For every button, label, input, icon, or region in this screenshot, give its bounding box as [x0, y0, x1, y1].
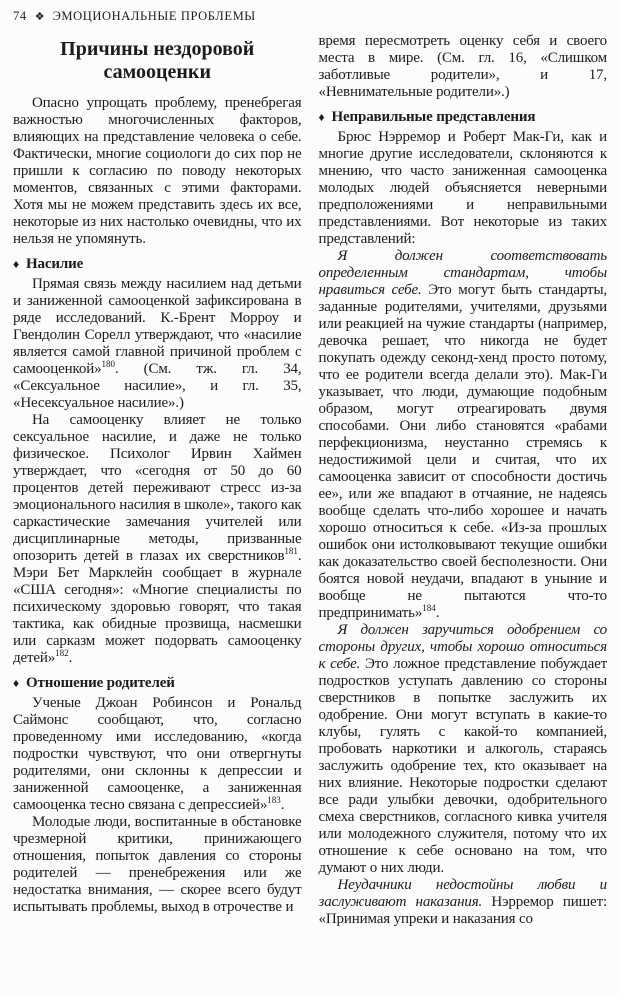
page-number: 74	[13, 9, 27, 23]
article-title	[13, 38, 302, 84]
text-run: Молодые люди, воспитанные в обстановке чрезмерной критики, принижающего отношения, попыток давления со стороны родителей — пренебрежения или же недостатка внимания, — скорее всего будут испытывать проблемы, выход в отрочестве и	[13, 814, 302, 915]
text-run: На самооценку влияет не только сексуальное насилие, и даже не только физическое. Психолог Ирвин Хаймен утверждает, что «сегодня от 50 до 60 процентов детей переживают стресс из-за эмоционального насилия в школе», такого как саркастические замечания учителей или дисциплинарные методы, призванные опозорить детей в глазах их сверстников	[13, 412, 302, 564]
text-run: Опасно упрощать проблему, пренебрегая важностью многочисленных факторов, влияющих на представление человека о себе. Фактически, многие социологи до сих пор не пришли к согласию по поводу некоторых моментов, связанных с этими факторами. Хотя мы не можем представить здесь их все, некоторые из них настолько очевидны, что их нельзя не упомянуть.	[13, 95, 302, 247]
two-column-layout	[13, 33, 607, 928]
article-title-line1: Причины нездоровой	[60, 38, 255, 60]
belief-paragraph-2	[319, 622, 608, 877]
text-run: Прямая связь между насилием над детьми и заниженной самооценкой зафиксирована в ряде исследований. К.-Брент Морроу и Гвендолин Сорелл утверждают, что «насилие является самой главной причиной проблем с самооценкой»	[13, 276, 302, 377]
diamond-bullet-icon: ♦	[13, 257, 19, 271]
parents-paragraph-2	[13, 814, 302, 916]
intro-paragraph	[13, 95, 302, 248]
section-heading-label: Неправильные представления	[331, 109, 536, 125]
text-run: . (См. тж. гл. 34, «Сексуальное насилие», и гл. 35, «Несексуальное насилие».)	[13, 361, 302, 411]
page-header	[13, 7, 607, 33]
belief-statement-italic: Я должен заручиться одобрением со стороны других, чтобы хорошо относиться к себе.	[318, 622, 607, 672]
right-column	[319, 33, 608, 928]
section-heading-beliefs	[319, 109, 608, 126]
belief-statement-italic: Я должен соответствовать определенным стандартам, чтобы нравиться себе.	[318, 248, 607, 298]
footnote-ref-180: 180	[101, 359, 115, 369]
left-column	[13, 33, 302, 928]
continuation-paragraph	[319, 33, 608, 101]
diamond-bullet-icon: ♦	[13, 676, 19, 690]
footnote-ref-183: 183	[267, 795, 281, 805]
belief-paragraph-3	[319, 877, 608, 928]
text-run: время пересмотреть оценку себя и своего места в мире. (См. гл. 16, «Слишком заботливые родители», и 17, «Невнимательные родители».)	[318, 33, 607, 100]
text-run: .	[68, 650, 73, 666]
belief-statement-italic: Неудачники недостойны любви и заслуживают наказания.	[318, 877, 607, 910]
diamond-ornament-icon: ❖	[34, 11, 45, 23]
text-run: Это могут быть стандарты, заданные родителями, учителями, друзьями или реакцией на чужие стандарты (например, девочка решает, что никогда не будет покупать одежду секонд-хенд просто потому, что ее родители всегда делали это). Мак-Ги указывает, что люди, думающие подобным образом, могут отреагировать двумя способами. Они либо становятся «рабами перфекционизма, неустанно стремясь к недостижимой цели и считая, что их самооценка зависит от способности достичь ее», или же впадают в отчаяние, не надеясь вообще сделать что-либо хорошее и начать хорошо относиться к себе. «Из-за прошлых ошибок они истолковывают текущие ошибки как доказательство своей бесполезности. Они боятся новой неудачи, впадают в уныние и вообще не пытаются что-то предпринимать»	[318, 282, 607, 621]
footnote-ref-181: 181	[284, 546, 298, 556]
text-run: . Мэри Бет Марклейн сообщает в журнале «США сегодня»: «Многие специалисты по психическому здоровью говорят, что такая тактика, как обидные прозвища, насмешки или сарказм может подорвать самооценку детей»	[13, 548, 302, 666]
text-run: .	[435, 605, 440, 621]
footnote-ref-184: 184	[422, 603, 436, 613]
violence-paragraph-2	[13, 412, 302, 667]
section-heading-parents	[13, 675, 302, 692]
text-run: .	[280, 797, 285, 813]
text-run: Нэрремор пишет: «Принимая упреки и наказания со	[318, 894, 607, 927]
text-run: Это ложное представление побуждает подростков уступать давлению со стороны сверстников в попытке заслужить их одобрение. Они могут вступать в какие-то клубы, гулять с какой-то компанией, пробовать наркотики и алкоголь, стараясь заслужить одобрение тех, кто оказывает на них влияние. Некоторые подростки сделают все ради улыбки девочки, одобрительного смеха сверстников, согласного кивка учителя или молодежного служителя, потому что их отношение к себе основано на том, что думают о них люди.	[318, 656, 607, 876]
violence-paragraph-1	[13, 276, 302, 412]
text-run: Брюс Нэрремор и Роберт Мак-Ги, как и многие другие исследователи, склоняются к мнению, что часто заниженная самооценка молодых людей объясняется неверными предположениями и неправильными представлениями. Вот некоторые из таких представлений:	[318, 129, 607, 247]
beliefs-intro-paragraph	[319, 129, 608, 248]
footnote-ref-182: 182	[55, 648, 69, 658]
running-title: ЭМОЦИОНАЛЬНЫЕ ПРОБЛЕМЫ	[52, 9, 256, 23]
parents-paragraph-1	[13, 695, 302, 814]
text-run: Ученые Джоан Робинсон и Рональд Саймонс сообщают, что, согласно проведенному ими исследованию, «когда подростки чувствуют, что они отвергнуты родителями, они склонны к депрессии и заниженной самооценке, а заниженная самооценка тесно связана с депрессией»	[13, 695, 302, 813]
belief-paragraph-1	[319, 248, 608, 622]
article-title-line2: самооценки	[103, 61, 211, 83]
section-heading-label: Отношение родителей	[25, 675, 175, 691]
section-heading-violence	[13, 256, 302, 273]
diamond-bullet-icon: ♦	[318, 110, 325, 124]
section-heading-label: Насилие	[25, 256, 84, 272]
